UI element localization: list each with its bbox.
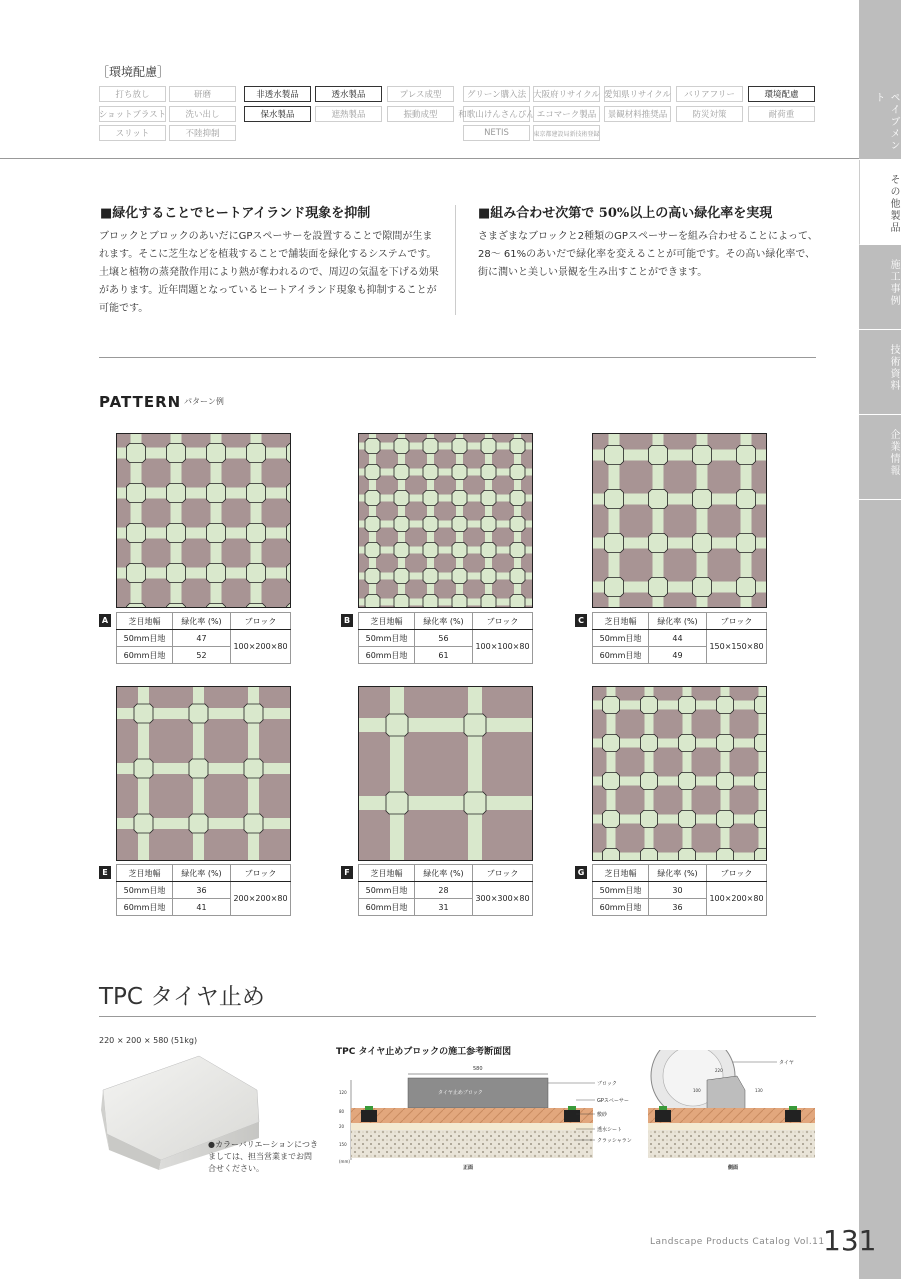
category-tag[interactable]: バリアフリー <box>676 86 743 102</box>
header-rate: 緑化率 (%) <box>173 613 231 630</box>
pattern-table-G <box>592 864 767 916</box>
category-tag[interactable]: 和歌山けんさんぴん <box>463 106 530 122</box>
block-cell: 100×200×80 <box>707 882 767 916</box>
side-tab-label: 企業情報 <box>888 429 899 477</box>
side-view-label: 側面 <box>728 1165 739 1171</box>
side-navigation <box>859 0 901 1280</box>
tpc-cross-section-diagram <box>333 1050 818 1180</box>
category-tag[interactable]: 洗い出し <box>169 106 236 122</box>
pattern-label-E: E <box>99 866 111 879</box>
tpc-title: TPC タイヤ止め <box>99 984 265 1010</box>
feature-heading-heat-island: ■緑化することでヒートアイランド現象を抑制 <box>100 206 371 221</box>
unit-label: (mm) <box>339 1159 350 1164</box>
diagram-title: TPC タイヤ止めブロックの施工参考断面図 <box>336 1047 512 1057</box>
rate-cell: 47 <box>173 630 231 647</box>
dim-label: 120 <box>339 1090 347 1095</box>
joint-cell: 50mm目地 <box>117 630 173 647</box>
pattern-label-B: B <box>341 614 353 627</box>
block-cell: 100×200×80 <box>231 630 291 664</box>
header-block: ブロック <box>707 865 767 882</box>
pattern-table-B <box>358 612 533 664</box>
header-rate: 緑化率 (%) <box>649 865 707 882</box>
pattern-label-A: A <box>99 614 111 627</box>
rate-cell: 49 <box>649 647 707 664</box>
side-tab-other-products[interactable] <box>859 160 901 245</box>
stop-block-label: タイヤ止めブロック <box>438 1090 483 1096</box>
side-tab-label: ペイブメント <box>873 92 899 152</box>
header-block: ブロック <box>707 613 767 630</box>
category-tag[interactable]: 打ち放し <box>99 86 166 102</box>
pattern-drawing-F <box>358 686 533 861</box>
pattern-label-G: G <box>575 866 587 879</box>
joint-cell: 60mm目地 <box>593 899 649 916</box>
callout-block: ブロック <box>597 1081 617 1087</box>
joint-cell: 60mm目地 <box>359 899 415 916</box>
pattern-table-A <box>116 612 291 664</box>
category-tag[interactable]: 研磨 <box>169 86 236 102</box>
tpc-dimensions: 220 × 200 × 580 (51kg) <box>99 1036 198 1045</box>
header-width: 芝目地幅 <box>593 865 649 882</box>
rate-cell: 30 <box>649 882 707 899</box>
category-tag[interactable]: 防災対策 <box>676 106 743 122</box>
category-tag[interactable]: ショットブラスト <box>99 106 166 122</box>
category-tag[interactable]: エコマーク製品 <box>533 106 600 122</box>
callout-tire: タイヤ <box>779 1060 794 1066</box>
block-cell: 300×300×80 <box>473 882 533 916</box>
callout-spacer: GPスペーサー <box>597 1098 629 1104</box>
joint-cell: 60mm目地 <box>593 647 649 664</box>
category-tag[interactable]: グリーン購入法 <box>463 86 530 102</box>
rate-cell: 36 <box>649 899 707 916</box>
header-block: ブロック <box>231 865 291 882</box>
header-block: ブロック <box>473 865 533 882</box>
side-tab-label: 技術資料 <box>888 344 899 392</box>
side-tab-construction-examples[interactable] <box>859 245 901 330</box>
category-tag[interactable]: 景観材料推奨品 <box>604 106 671 122</box>
rate-cell: 41 <box>173 899 231 916</box>
side-tab-filler <box>859 500 901 1280</box>
joint-cell: 60mm目地 <box>117 899 173 916</box>
dim-label: 20 <box>339 1124 345 1129</box>
rate-cell: 44 <box>649 630 707 647</box>
pattern-subtitle: パターン例 <box>184 397 224 406</box>
dim-label: 130 <box>755 1088 763 1093</box>
pattern-table-E <box>116 864 291 916</box>
joint-cell: 50mm目地 <box>359 882 415 899</box>
category-tag[interactable]: 東京都建設局新技術登録 <box>533 125 600 141</box>
joint-cell: 60mm目地 <box>117 647 173 664</box>
pattern-drawing-G <box>592 686 767 861</box>
dim-label: 580 <box>473 1066 483 1072</box>
category-tag[interactable]: 環境配慮 <box>748 86 815 102</box>
category-tag[interactable]: 遮熱製品 <box>315 106 382 122</box>
callout-sand: 敷砂 <box>597 1112 608 1118</box>
category-tag[interactable]: 透水製品 <box>315 86 382 102</box>
header-rate: 緑化率 (%) <box>415 613 473 630</box>
rate-cell: 61 <box>415 647 473 664</box>
pattern-label-F: F <box>341 866 353 879</box>
header-width: 芝目地幅 <box>117 865 173 882</box>
side-tab-technical-data[interactable] <box>859 330 901 415</box>
pattern-drawing-C <box>592 433 767 608</box>
side-tab-label: その他製品 <box>888 174 899 234</box>
header-width: 芝目地幅 <box>359 865 415 882</box>
dim-label: 150 <box>339 1142 347 1147</box>
rate-cell: 28 <box>415 882 473 899</box>
pattern-title: PATTERN <box>99 393 182 411</box>
header-block: ブロック <box>473 613 533 630</box>
block-cell: 150×150×80 <box>707 630 767 664</box>
side-tab-company-info[interactable] <box>859 415 901 500</box>
dim-label: 220 <box>715 1068 723 1073</box>
rate-cell: 52 <box>173 647 231 664</box>
dim-label: 100 <box>693 1088 701 1093</box>
joint-cell: 50mm目地 <box>593 630 649 647</box>
joint-cell: 50mm目地 <box>117 882 173 899</box>
side-tab-pavement[interactable] <box>859 0 901 160</box>
header-rate: 緑化率 (%) <box>415 865 473 882</box>
joint-cell: 60mm目地 <box>359 647 415 664</box>
header-rate: 緑化率 (%) <box>649 613 707 630</box>
side-tab-label: 施工事例 <box>888 259 899 307</box>
tpc-divider <box>99 1016 816 1017</box>
feature-heading-greening-rate: ■組み合わせ次第で 50%以上の高い緑化率を実現 <box>478 206 773 221</box>
callout-sheet: 透水シート <box>597 1127 623 1133</box>
pattern-table-F <box>358 864 533 916</box>
category-tag[interactable]: 不陸抑制 <box>169 125 236 141</box>
category-tag[interactable]: 保水製品 <box>244 106 311 122</box>
header-rate: 緑化率 (%) <box>173 865 231 882</box>
rate-cell: 36 <box>173 882 231 899</box>
pattern-drawing-E <box>116 686 291 861</box>
category-tag[interactable]: NETIS <box>463 125 530 141</box>
header-width: 芝目地幅 <box>359 613 415 630</box>
category-tag[interactable]: 大阪府リサイクル <box>533 86 600 102</box>
page-number: 131 <box>823 1224 877 1257</box>
rate-cell: 56 <box>415 630 473 647</box>
header-width: 芝目地幅 <box>593 613 649 630</box>
pattern-drawing-A <box>116 433 291 608</box>
header-width: 芝目地幅 <box>117 613 173 630</box>
category-tag[interactable]: 振動成型 <box>387 106 454 122</box>
feature-divider <box>455 205 456 315</box>
category-tag[interactable]: スリット <box>99 125 166 141</box>
pattern-drawing-B <box>358 433 533 608</box>
block-cell: 200×200×80 <box>231 882 291 916</box>
catalog-name: Landscape Products Catalog Vol.11 <box>650 1237 825 1247</box>
pattern-table-C <box>592 612 767 664</box>
callout-crusher: クラッシャラン <box>597 1138 632 1144</box>
rate-cell: 31 <box>415 899 473 916</box>
tpc-color-note: ●カラーバリエーションにつきましては、担当営業までお問合せください。 <box>208 1140 318 1173</box>
feature-body-heat-island: ブロックとブロックのあいだにGPスペーサーを設置することで隙間が生まれます。そこに芝生などを植栽することで舗装面を緑化するシステムです。土壌と植物の蒸発散作用により熱が奪われるので、周辺の気温を下げる効果があります。近年問題となっているヒートアイランド現象も抑制することが可能です。 <box>99 231 439 314</box>
dim-label: 80 <box>339 1109 345 1114</box>
category-tag[interactable]: 非透水製品 <box>244 86 311 102</box>
section-divider <box>99 357 816 358</box>
joint-cell: 50mm目地 <box>359 630 415 647</box>
block-cell: 100×100×80 <box>473 630 533 664</box>
category-heading: ［環境配慮］ <box>97 65 170 79</box>
pattern-label-C: C <box>575 614 587 627</box>
front-view-label: 正面 <box>463 1165 474 1171</box>
feature-body-greening-rate: さまざまなブロックと2種類のGPスペーサーを組み合わせることによって、28～ 61%のあいだで緑化率を変えることが可能です。その高い緑化率で、街に潤いと美しい景観を生み出すことができます。 <box>478 231 818 278</box>
header-divider <box>0 158 859 159</box>
header-block: ブロック <box>231 613 291 630</box>
category-tag[interactable]: 愛知県リサイクル <box>604 86 671 102</box>
category-tag[interactable]: プレス成型 <box>387 86 454 102</box>
joint-cell: 50mm目地 <box>593 882 649 899</box>
category-tag[interactable]: 耐荷重 <box>748 106 815 122</box>
